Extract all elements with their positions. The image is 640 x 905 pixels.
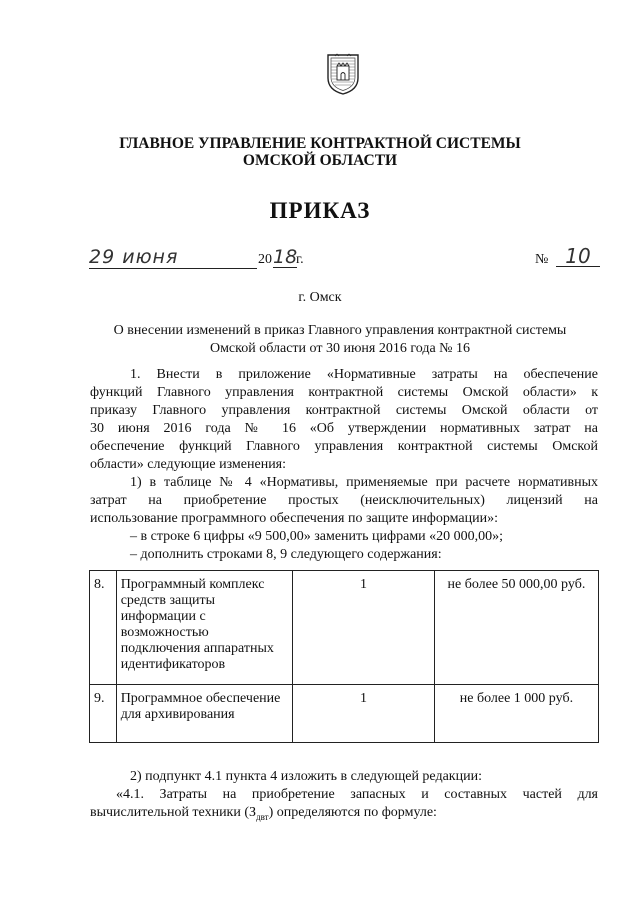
row-number: 9.: [90, 685, 117, 743]
item-name: Программное обеспечение для архивирования: [116, 685, 292, 743]
organization-name-line-2: ОМСКОЙ ОБЛАСТИ: [242, 152, 398, 169]
item-price: не более 1 000 руб.: [434, 685, 598, 743]
paragraph-2-line-3: использование программного обеспечения по защите информации»:: [90, 511, 499, 526]
paragraph-2-line-2: затрат на приобретение простых (неисключительных) лицензий на: [90, 493, 598, 508]
paragraph-4: – дополнить строками 8, 9 следующего содержания:: [130, 547, 442, 562]
paragraph-1-line-1: 1. Внести в приложение «Нормативные затраты на обеспечение: [130, 367, 598, 382]
paragraph-6-line-1: «4.1. Затраты на приобретение запасных и составных частей для: [116, 787, 598, 802]
row-number: 8.: [90, 571, 117, 685]
item-quantity: 1: [293, 685, 435, 743]
coat-of-arms-emblem: [325, 52, 361, 96]
paragraph-1-line-5: обеспечение функций Главного управления контрактной системы Омской: [90, 439, 598, 454]
item-name: Программный комплекс средств защиты информации с возможностью подключения аппаратных идентификаторов: [116, 571, 292, 685]
item-price: не более 50 000,00 руб.: [434, 571, 598, 685]
year-suffix: г.: [296, 252, 304, 267]
number-label: №: [535, 252, 549, 267]
document-title: ПРИКАЗ: [269, 198, 371, 223]
subject-line-2: Омской области от 30 июня 2016 года № 16: [209, 341, 471, 356]
formula-intro-end: ) определяются по формуле:: [268, 805, 437, 820]
year-prefix: 20: [258, 252, 272, 267]
subject-line-1: О внесении изменений в приказ Главного управления контрактной системы: [113, 323, 567, 338]
paragraph-2-line-1: 1) в таблице № 4 «Нормативы, применяемые при расчете нормативных: [130, 475, 598, 490]
item-quantity: 1: [293, 571, 435, 685]
number-handwritten: 10: [556, 246, 600, 267]
paragraph-1-line-6: области» следующие изменения:: [90, 457, 287, 472]
organization-name-line-1: ГЛАВНОЕ УПРАВЛЕНИЕ КОНТРАКТНОЙ СИСТЕМЫ: [119, 135, 521, 152]
paragraph-5: 2) подпункт 4.1 пункта 4 изложить в следующей редакции:: [130, 769, 482, 784]
paragraph-1-line-3: приказу Главного управления контрактной системы Омской области от: [90, 403, 598, 418]
date-field: [89, 248, 259, 270]
paragraph-6-line-2: [90, 804, 598, 826]
paragraph-3: – в строке 6 цифры «9 500,00» заменить цифрами «20 000,00»;: [130, 529, 504, 544]
table-row: [90, 571, 599, 685]
paragraph-1-line-4: 30 июня 2016 года № 16 «Об утверждении нормативных затрат на: [90, 421, 598, 436]
year-handwritten: 18: [273, 246, 298, 268]
norms-table: [89, 570, 599, 743]
formula-subscript: двт: [256, 811, 269, 822]
paragraph-1-line-2: функций Главного управления контрактной системы Омской области» к: [90, 385, 598, 400]
formula-intro: вычислительной техники (З: [90, 805, 257, 820]
city: г. Омск: [298, 290, 342, 305]
date-handwritten: 29 июня: [89, 248, 257, 269]
table-row: [90, 685, 599, 743]
